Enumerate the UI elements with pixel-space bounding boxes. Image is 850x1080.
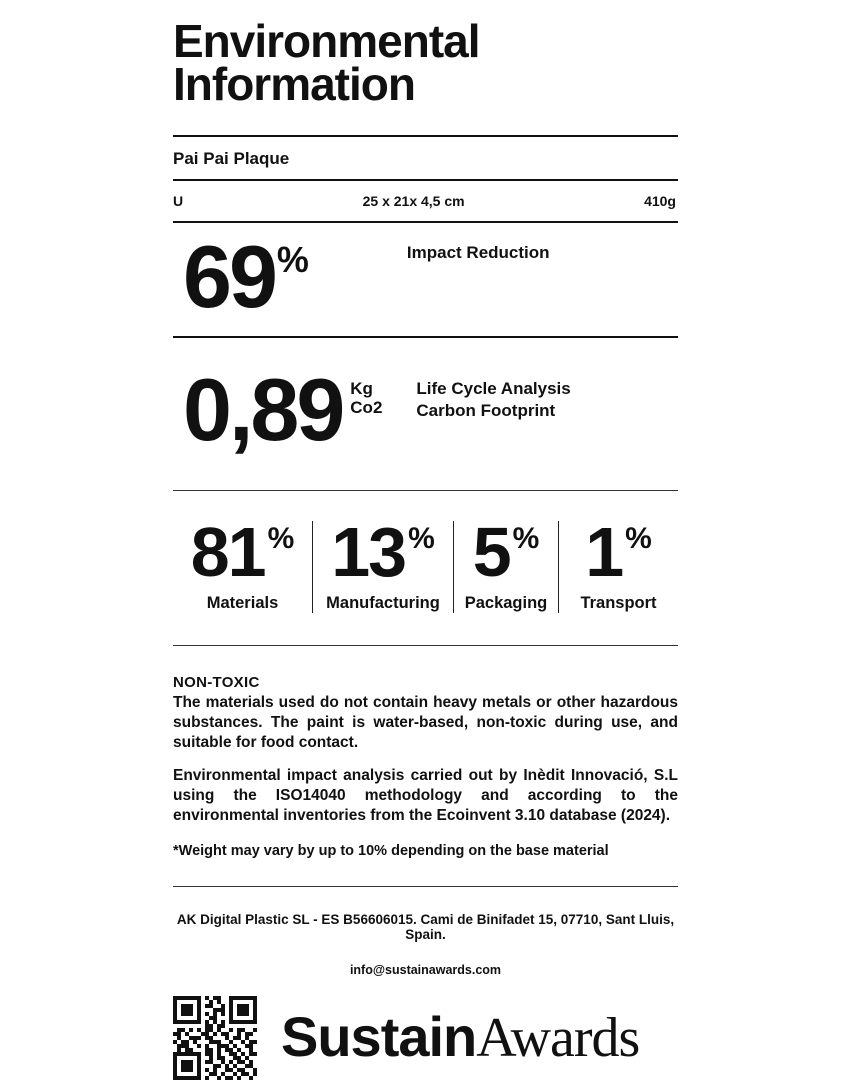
product-name: Pai Pai Plaque	[173, 148, 290, 168]
percent-sign: %	[512, 521, 540, 555]
section-divider	[173, 135, 678, 137]
carbon-unit-line1: Kg	[350, 379, 373, 399]
carbon-unit	[350, 368, 382, 417]
weight-disclaimer: *Weight may vary by up to 10% depending on the base material	[173, 842, 609, 859]
environmental-info-sheet	[173, 15, 678, 1080]
breakdown-label: Manufacturing	[326, 593, 440, 612]
breakdown-item-manufacturing	[312, 512, 453, 613]
carbon-label-line1: Life Cycle Analysis	[416, 379, 571, 399]
product-dimensions: 25 x 21x 4,5 cm	[362, 192, 465, 209]
impact-percent-value: 69	[183, 226, 275, 326]
carbon-label-line2: Carbon Footprint	[416, 401, 556, 421]
product-spec-row	[173, 181, 678, 221]
footer-email: info@sustainawards.com	[349, 962, 502, 977]
breakdown-value	[317, 512, 449, 591]
breakdown-item-packaging	[453, 512, 558, 613]
brand-row	[173, 996, 678, 1080]
carbon-footprint-section	[173, 338, 678, 490]
section-divider	[173, 886, 678, 887]
impact-percent-sign: %	[276, 238, 309, 280]
methodology-text: Environmental impact analysis carried out by Inèdit Innovació, S.L using the ISO14040 methodology and according to the environmental inventories from the Ecoinvent 3.10 database (2024).	[173, 767, 678, 825]
logo-sustain: Sustain	[281, 1005, 477, 1069]
breakdown-item-materials	[173, 512, 312, 613]
impact-value	[183, 226, 309, 326]
notes-section	[173, 646, 678, 859]
breakdown-label: Materials	[206, 593, 279, 612]
breakdown-label: Packaging	[464, 593, 548, 612]
breakdown-item-transport	[558, 512, 678, 613]
percent-sign: %	[625, 521, 652, 555]
percent-sign: %	[267, 521, 295, 555]
carbon-number: 0,89	[183, 360, 343, 460]
qr-code-icon	[173, 996, 257, 1080]
breakdown-value	[458, 512, 554, 591]
brand-logo	[281, 1005, 640, 1070]
product-weight: 410g	[644, 192, 676, 209]
logo-awards: Awards	[476, 1007, 640, 1070]
page-title	[173, 15, 678, 110]
breakdown-number: 13	[331, 512, 406, 591]
footer-company-info: AK Digital Plastic SL - ES B56606015. Cami de Binifadet 15, 07710, Sant Lluis, Spain.	[176, 911, 675, 942]
carbon-label	[416, 368, 570, 422]
carbon-unit-line2: Co2	[350, 397, 383, 417]
breakdown-number: 5	[472, 512, 510, 591]
breakdown-value	[177, 512, 308, 591]
breakdown-number: 1	[585, 512, 623, 591]
breakdown-label: Transport	[580, 593, 657, 612]
page-title-line1: Environmental	[173, 15, 480, 67]
impact-breakdown-section	[173, 491, 678, 645]
percent-sign: %	[408, 521, 435, 555]
breakdown-value	[563, 512, 674, 591]
impact-label: Impact Reduction	[406, 242, 550, 262]
breakdown-number: 81	[190, 512, 265, 591]
carbon-value	[183, 360, 343, 460]
nontoxic-text: The materials used do not contain heavy metals or other hazardous substances. The paint is water-based, non-toxic during use, and suitable for food contact.	[173, 693, 678, 751]
nontoxic-heading: NON-TOXIC	[173, 673, 260, 691]
page-title-line2: Information	[173, 57, 415, 110]
product-unit: U	[173, 192, 184, 209]
impact-reduction-section	[173, 223, 678, 337]
